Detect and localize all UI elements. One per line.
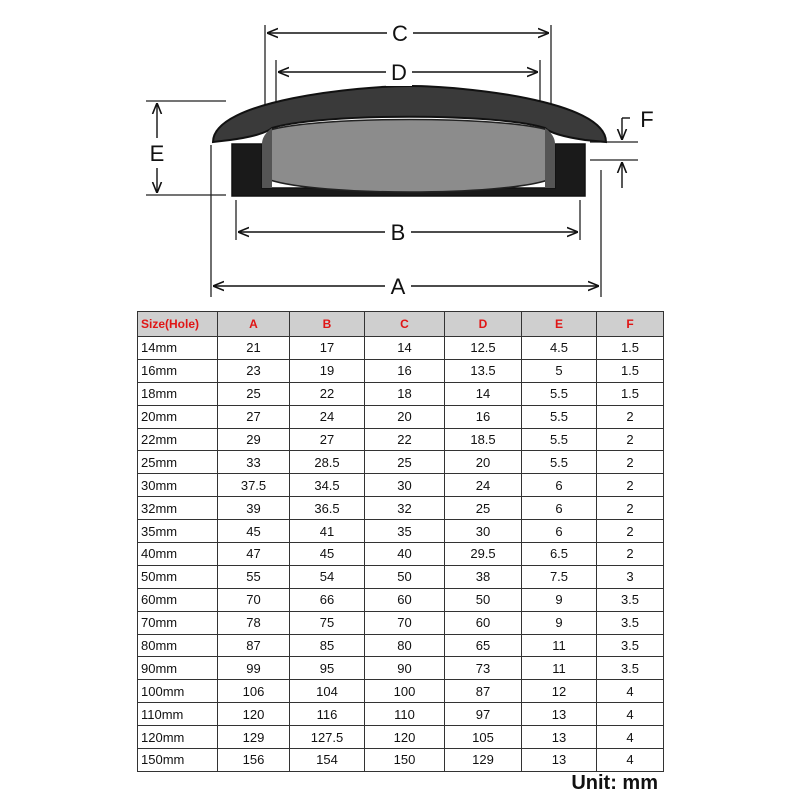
table-row: [138, 680, 664, 703]
table-row: [138, 359, 664, 382]
cell-f: 2: [597, 451, 664, 474]
cell-c: 14: [365, 337, 445, 360]
cell-f: 3.5: [597, 588, 664, 611]
cell-size: 35mm: [138, 520, 218, 543]
cell-c: 50: [365, 565, 445, 588]
cell-e: 5.5: [522, 451, 597, 474]
cell-a: 70: [218, 588, 290, 611]
cell-c: 60: [365, 588, 445, 611]
dimension-label-c: C: [392, 21, 408, 46]
cell-a: 29: [218, 428, 290, 451]
cell-b: 27: [290, 428, 365, 451]
cell-b: 54: [290, 565, 365, 588]
cell-b: 66: [290, 588, 365, 611]
cell-f: 1.5: [597, 382, 664, 405]
cell-size: 20mm: [138, 405, 218, 428]
cell-d: 38: [445, 565, 522, 588]
table-row: [138, 520, 664, 543]
unit-label: Unit: mm: [571, 772, 658, 794]
table-row: [138, 451, 664, 474]
cell-b: 28.5: [290, 451, 365, 474]
cell-f: 1.5: [597, 337, 664, 360]
cell-e: 6: [522, 497, 597, 520]
cell-c: 25: [365, 451, 445, 474]
header-f: F: [597, 312, 664, 337]
cell-c: 18: [365, 382, 445, 405]
cell-e: 4.5: [522, 337, 597, 360]
cell-b: 41: [290, 520, 365, 543]
table-row: [138, 634, 664, 657]
table-row: [138, 588, 664, 611]
cell-b: 116: [290, 703, 365, 726]
cell-b: 95: [290, 657, 365, 680]
table-row: [138, 543, 664, 566]
cell-d: 65: [445, 634, 522, 657]
cell-b: 154: [290, 749, 365, 772]
cell-c: 35: [365, 520, 445, 543]
header-c: C: [365, 312, 445, 337]
cell-f: 3.5: [597, 634, 664, 657]
dimension-label-b: B: [390, 220, 406, 245]
table-row: [138, 611, 664, 634]
cell-e: 9: [522, 588, 597, 611]
cell-f: 4: [597, 703, 664, 726]
cell-d: 50: [445, 588, 522, 611]
cell-size: 18mm: [138, 382, 218, 405]
table-header-row: [138, 312, 664, 337]
cell-a: 37.5: [218, 474, 290, 497]
cell-f: 3: [597, 565, 664, 588]
cell-size: 110mm: [138, 703, 218, 726]
grommet-shape: [213, 86, 606, 196]
size-spec-table: [137, 311, 664, 772]
cell-e: 13: [522, 703, 597, 726]
cell-a: 156: [218, 749, 290, 772]
cell-a: 23: [218, 359, 290, 382]
dimension-label-f: F: [640, 107, 654, 132]
cell-e: 13: [522, 749, 597, 772]
cell-e: 11: [522, 657, 597, 680]
cell-d: 25: [445, 497, 522, 520]
table-row: [138, 565, 664, 588]
cell-e: 5.5: [522, 428, 597, 451]
cell-size: 40mm: [138, 543, 218, 566]
cell-f: 3.5: [597, 611, 664, 634]
cell-e: 5.5: [522, 405, 597, 428]
header-size-hole: Size(Hole): [138, 312, 218, 337]
cell-e: 11: [522, 634, 597, 657]
cell-size: 32mm: [138, 497, 218, 520]
cell-d: 20: [445, 451, 522, 474]
cell-b: 17: [290, 337, 365, 360]
cell-a: 39: [218, 497, 290, 520]
cell-a: 21: [218, 337, 290, 360]
table-row: [138, 382, 664, 405]
table-row: [138, 337, 664, 360]
cell-d: 97: [445, 703, 522, 726]
cell-f: 1.5: [597, 359, 664, 382]
table-row: [138, 428, 664, 451]
cell-d: 16: [445, 405, 522, 428]
table-row: [138, 703, 664, 726]
cell-f: 2: [597, 474, 664, 497]
cell-d: 29.5: [445, 543, 522, 566]
cell-a: 45: [218, 520, 290, 543]
cell-f: 4: [597, 726, 664, 749]
cell-e: 6.5: [522, 543, 597, 566]
table-row: [138, 657, 664, 680]
header-d: D: [445, 312, 522, 337]
cell-size: 16mm: [138, 359, 218, 382]
table-row: [138, 749, 664, 772]
cell-e: 5: [522, 359, 597, 382]
cell-size: 150mm: [138, 749, 218, 772]
cell-size: 22mm: [138, 428, 218, 451]
cell-b: 36.5: [290, 497, 365, 520]
cell-a: 47: [218, 543, 290, 566]
cell-e: 6: [522, 474, 597, 497]
cell-c: 30: [365, 474, 445, 497]
cell-c: 16: [365, 359, 445, 382]
cell-a: 120: [218, 703, 290, 726]
cell-f: 3.5: [597, 657, 664, 680]
cell-d: 60: [445, 611, 522, 634]
cell-f: 4: [597, 749, 664, 772]
cell-b: 24: [290, 405, 365, 428]
cell-b: 127.5: [290, 726, 365, 749]
cell-e: 13: [522, 726, 597, 749]
cell-c: 120: [365, 726, 445, 749]
cell-f: 2: [597, 543, 664, 566]
dimension-label-a: A: [390, 274, 406, 299]
cell-size: 70mm: [138, 611, 218, 634]
cell-size: 30mm: [138, 474, 218, 497]
cell-b: 22: [290, 382, 365, 405]
cell-c: 40: [365, 543, 445, 566]
cell-size: 50mm: [138, 565, 218, 588]
cell-b: 75: [290, 611, 365, 634]
cell-f: 2: [597, 428, 664, 451]
cell-f: 2: [597, 520, 664, 543]
cell-b: 34.5: [290, 474, 365, 497]
cell-size: 120mm: [138, 726, 218, 749]
cell-size: 25mm: [138, 451, 218, 474]
table-row: [138, 726, 664, 749]
header-a: A: [218, 312, 290, 337]
cell-size: 14mm: [138, 337, 218, 360]
table-row: [138, 497, 664, 520]
cell-b: 19: [290, 359, 365, 382]
cell-d: 73: [445, 657, 522, 680]
dimension-label-d: D: [391, 60, 407, 85]
cell-b: 104: [290, 680, 365, 703]
cell-c: 32: [365, 497, 445, 520]
cell-e: 7.5: [522, 565, 597, 588]
cell-size: 100mm: [138, 680, 218, 703]
cell-b: 45: [290, 543, 365, 566]
cell-a: 99: [218, 657, 290, 680]
cell-c: 20: [365, 405, 445, 428]
cell-size: 60mm: [138, 588, 218, 611]
cell-b: 85: [290, 634, 365, 657]
cell-d: 129: [445, 749, 522, 772]
header-e: E: [522, 312, 597, 337]
cell-e: 12: [522, 680, 597, 703]
cell-a: 129: [218, 726, 290, 749]
cell-c: 80: [365, 634, 445, 657]
cell-f: 2: [597, 405, 664, 428]
cell-d: 18.5: [445, 428, 522, 451]
cell-a: 25: [218, 382, 290, 405]
cell-c: 22: [365, 428, 445, 451]
cell-a: 27: [218, 405, 290, 428]
cell-f: 4: [597, 680, 664, 703]
cell-d: 12.5: [445, 337, 522, 360]
cell-size: 80mm: [138, 634, 218, 657]
table-row: [138, 405, 664, 428]
cell-a: 78: [218, 611, 290, 634]
header-b: B: [290, 312, 365, 337]
cell-d: 24: [445, 474, 522, 497]
cell-c: 90: [365, 657, 445, 680]
cell-a: 55: [218, 565, 290, 588]
cell-d: 30: [445, 520, 522, 543]
cell-a: 33: [218, 451, 290, 474]
cell-d: 105: [445, 726, 522, 749]
cell-d: 13.5: [445, 359, 522, 382]
cell-e: 5.5: [522, 382, 597, 405]
cell-d: 14: [445, 382, 522, 405]
cell-c: 100: [365, 680, 445, 703]
cell-f: 2: [597, 497, 664, 520]
cell-c: 110: [365, 703, 445, 726]
cell-c: 150: [365, 749, 445, 772]
table-row: [138, 474, 664, 497]
cell-d: 87: [445, 680, 522, 703]
table-body: [138, 337, 664, 772]
dimension-label-e: E: [149, 141, 165, 166]
cell-e: 6: [522, 520, 597, 543]
grommet-cross-section-diagram: [0, 0, 800, 305]
cell-size: 90mm: [138, 657, 218, 680]
cell-c: 70: [365, 611, 445, 634]
cell-a: 87: [218, 634, 290, 657]
cell-e: 9: [522, 611, 597, 634]
cell-a: 106: [218, 680, 290, 703]
